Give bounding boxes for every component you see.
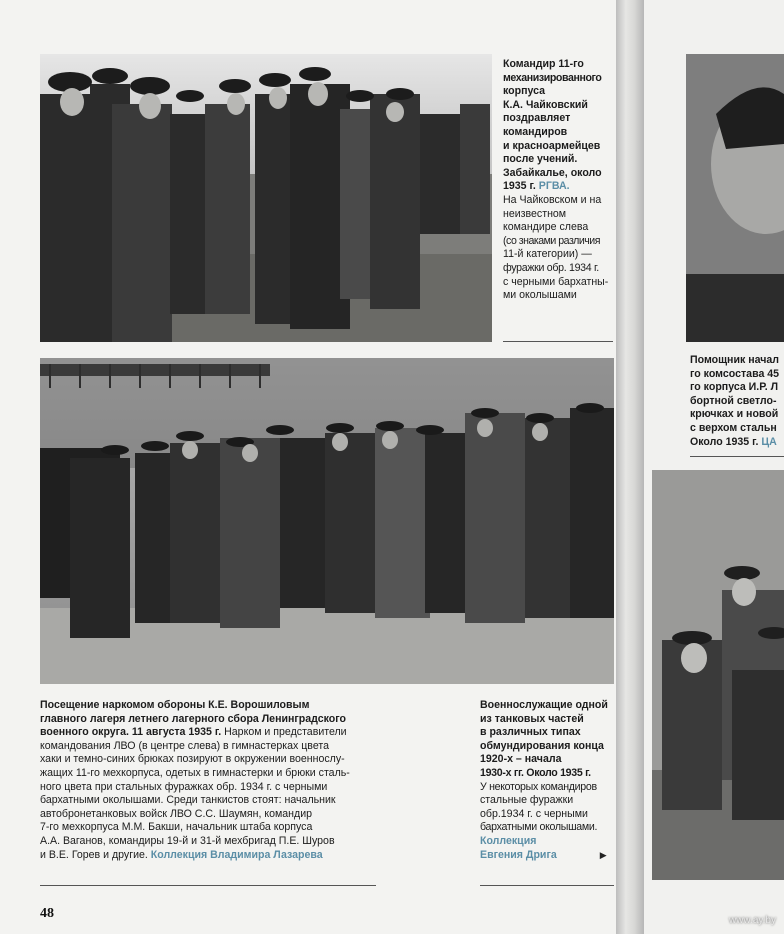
- caption-line: ми околышами: [503, 289, 577, 302]
- caption-line: после учений.: [503, 153, 578, 166]
- caption-line: У некоторых командиров: [480, 780, 597, 793]
- caption-line: [480, 849, 616, 863]
- photo-group-right: [652, 470, 784, 880]
- page-number: 48: [40, 906, 54, 921]
- caption-line: автобронетанковых войск ЛВО С.С. Шаумян, командир: [40, 807, 313, 820]
- caption-line: [503, 180, 615, 194]
- photo-portrait-right: [686, 54, 784, 342]
- caption-source: Евгения Дрига: [480, 848, 557, 861]
- caption-date: 1935 г.: [503, 180, 536, 193]
- caption-rule: [690, 456, 784, 457]
- caption-line: стальные фуражки: [480, 794, 574, 807]
- caption-voroshilov-visit: [40, 699, 380, 862]
- caption-line: (со знаками различия: [503, 234, 600, 247]
- caption-line: го комсостава 45: [690, 367, 780, 380]
- caption-line: жащих 11-го мехкорпуса, одетых в гимнастерки и брюки сталь-: [40, 766, 350, 779]
- caption-line: с верхом стальн: [690, 421, 777, 434]
- caption-line: 1930-х гг. Около 1935 г.: [480, 766, 591, 779]
- watermark: www.ay.by: [728, 915, 776, 926]
- caption-line: 1920-х – начала: [480, 753, 562, 766]
- caption-line: поздравляет: [503, 112, 571, 125]
- caption-line: бортной светло-: [690, 394, 777, 407]
- book-gutter: [616, 0, 644, 934]
- caption-source: Коллекция Владимира Лазарева: [150, 848, 323, 861]
- caption-title-end: военного округа. 11 августа 1935 г.: [40, 726, 222, 739]
- caption-line: хаки и темно-синих брюках позируют в окружении военнослу-: [40, 753, 345, 766]
- caption-rule: [40, 885, 376, 886]
- caption-line: [40, 726, 380, 740]
- caption-line: 11-й категории) —: [503, 248, 592, 261]
- caption-line: командиров: [503, 125, 568, 138]
- caption-line: крючках и новой: [690, 408, 779, 421]
- caption-line: Забайкалье, около: [503, 166, 602, 179]
- caption-line: бархатными околышами. Среди танкистов стоят: начальник: [40, 794, 336, 807]
- caption-line: обр.1934 г. с черными: [480, 807, 588, 820]
- caption-rule: [503, 341, 613, 342]
- caption-line: с черными бархатны-: [503, 275, 609, 288]
- caption-date: Около 1935 г.: [690, 435, 759, 448]
- caption-line: главного лагеря летнего лагерного сбора Ленинградского: [40, 712, 347, 725]
- caption-line: А.А. Ваганов, командиры 19-й и 31-й мехбригад П.Е. Шуров: [40, 834, 335, 847]
- caption-line: бархатными околышами.: [480, 821, 598, 834]
- caption-line: командования ЛВО (в центре слева) в гимнастерках цвета: [40, 739, 329, 752]
- caption-line: командире слева: [503, 221, 589, 234]
- caption-line: Посещение наркомом обороны К.Е. Ворошиловым: [40, 699, 310, 711]
- arrow-right-icon: ▶: [599, 849, 607, 860]
- caption-source: ЦА: [761, 435, 777, 448]
- caption-top-photo: [503, 58, 615, 303]
- caption-line: [690, 436, 784, 450]
- caption-line: го корпуса И.Р. Л: [690, 381, 779, 394]
- caption-line: в различных типах: [480, 726, 581, 739]
- photo-voroshilov-visit: [40, 358, 614, 684]
- caption-line: фуражки обр. 1934 г.: [503, 261, 599, 274]
- caption-text: и В.Е. Горев и другие.: [40, 848, 148, 861]
- caption-source: РГВА.: [538, 180, 570, 193]
- photo-top-officers: [40, 54, 492, 342]
- caption-right-page: [690, 354, 784, 449]
- caption-line: [40, 849, 380, 863]
- caption-line: Помощник начал: [690, 354, 780, 366]
- caption-line: обмундирования конца: [480, 739, 604, 752]
- caption-text: Нарком и представители: [221, 726, 347, 739]
- caption-line: К.А. Чайковский: [503, 98, 588, 111]
- caption-line: Военнослужащие одной: [480, 699, 608, 711]
- caption-line: На Чайковском и на: [503, 193, 602, 206]
- caption-line: неизвестном: [503, 207, 567, 220]
- caption-line: из танковых частей: [480, 712, 584, 725]
- caption-source: Коллекция: [480, 834, 537, 847]
- caption-tank-unit: [480, 699, 616, 862]
- caption-line: ного цвета при стальных фуражках обр. 1934 г. с черными: [40, 780, 328, 793]
- caption-line: 7-го мехкорпуса М.М. Бакши, начальник штаба корпуса: [40, 821, 313, 834]
- caption-line: механизированного: [503, 71, 602, 84]
- caption-line: и красноармейцев: [503, 139, 601, 152]
- caption-line: Командир 11-го: [503, 58, 584, 70]
- caption-rule: [480, 885, 614, 886]
- caption-line: корпуса: [503, 85, 546, 98]
